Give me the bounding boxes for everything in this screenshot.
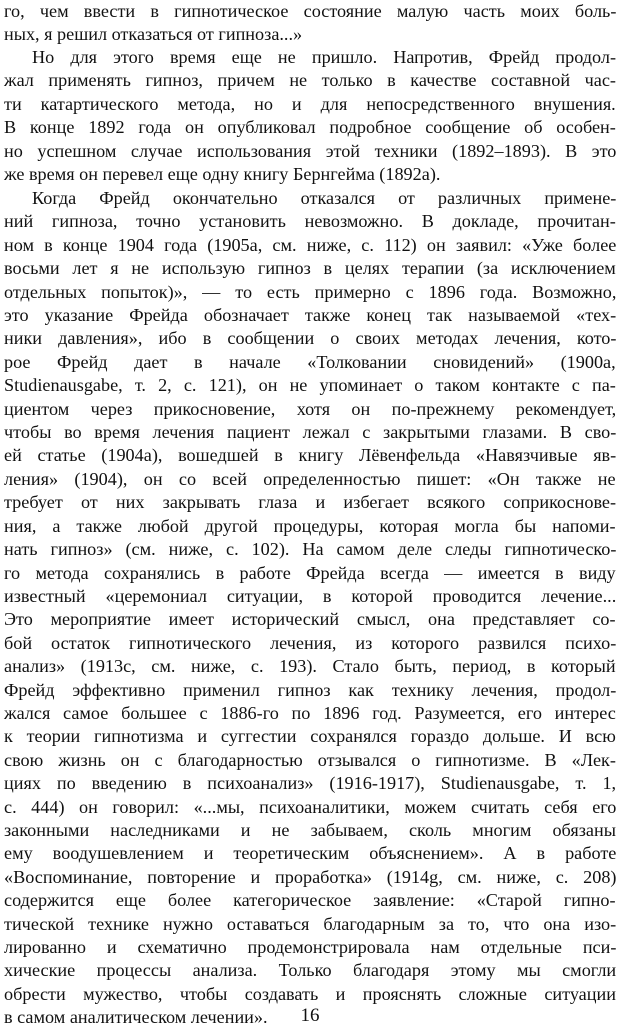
text-line: ей статье (1904a), вошедшей в книгу Лёвенфельда «Навязчивые яв-: [4, 445, 617, 466]
text-line: восьми лет я не использую гипноз в целях терапии (за исключением: [4, 258, 616, 279]
paragraph-hypnosis-continued: [4, 46, 616, 186]
text-line: анализ» (1913c, см. ниже, с. 193). Стало быть, период, в который: [4, 656, 616, 677]
text-line: же время он перевел еще одну книгу Бернгейма (1892a).: [4, 164, 441, 185]
text-line: Когда Фрейд окончательно отказался от различных примене-: [32, 188, 617, 208]
text-line: лированно и схематично продемонстрировала нам отдельные пси-: [4, 937, 617, 957]
text-line: ных, я решил отказаться от гипноза...»: [4, 24, 303, 45]
text-line: ему воодушевлением и теоретическим объяснением». А в работе: [4, 843, 617, 864]
text-line: Фрейд эффективно применил гипноз как технику лечения, продол-: [4, 679, 617, 700]
text-line: циентом через прикосновение, хотя он по-прежнему рекомендует,: [4, 398, 617, 419]
text-line: с. 444) он говорил: «...мы, психоаналитики, можем считать себя его: [4, 796, 617, 817]
text-line: известный «церемониал ситуации, в которой проводится лечение...: [4, 585, 617, 606]
text-line: «Воспоминание, повторение и проработка» (1914g, см. ниже, с. 208): [4, 866, 617, 887]
text-line: Studienausgabe, т. 2, с. 121), он не упоминает о таком контакте с па-: [4, 375, 616, 396]
text-line: ти катартического метода, но и для непосредственного внушения.: [4, 93, 616, 114]
text-line: бой остаток гипнотического лечения, из которого развился психо-: [4, 632, 617, 653]
text-line: к теории гипнотизма и суггестии сохранялся гораздо дольше. И всю: [4, 726, 616, 747]
text-line: жал применять гипноз, причем не только в качестве составной час-: [4, 70, 616, 91]
paragraph-abandonment-of-hypnosis: [4, 187, 616, 1030]
text-line: Это мероприятие имеет исторический смысл, она представляет со-: [4, 609, 616, 630]
text-line: ном в конце 1904 года (1905a, см. ниже, с. 112) он заявил: «Уже более: [4, 234, 617, 255]
text-line: содержится еще более категорическое заявление: «Старой гипно-: [4, 890, 616, 911]
text-line: ний гипноза, точно установить невозможно. В докладе, прочитан-: [4, 211, 616, 232]
text-line: чтобы во время лечения пациент лежал с закрытыми глазами. В сво-: [4, 422, 617, 443]
text-line: го метода сохранялись в работе Фрейда всегда — имеется в виду: [4, 562, 616, 583]
text-line: обрести мужество, чтобы создавать и прояснять сложные ситуации: [4, 983, 616, 1004]
paragraph-continuation: [4, 0, 616, 47]
text-line: законными наследниками и не забываем, сколь многим обязаны: [4, 819, 616, 840]
text-line: в самом аналитическом лечении».: [4, 1007, 268, 1028]
text-line: отдельных попыток)», — то есть примерно с 1896 года. Возможно,: [4, 281, 617, 302]
text-line: ления» (1904), он со всей определенностью пишет: «Он также не: [4, 468, 616, 489]
text-line: это указание Фрейда обозначает также конец так называемой «тех-: [4, 305, 617, 326]
text-line: В конце 1892 года он опубликовал подробное сообщение об особен-: [4, 117, 616, 138]
text-line: ния, а также любой другой процедуры, которая могла бы напоми-: [4, 515, 616, 536]
text-line: го, чем ввести в гипнотическое состояние малую часть моих боль-: [4, 1, 617, 21]
text-line: нать гипноз» (см. ниже, с. 102). На самом деле следы гипнотическо-: [4, 539, 617, 560]
page-number: 16: [300, 1005, 320, 1026]
text-line: свою жизнь он с благодарностью отзывался о гипнотизме. В «Лек-: [4, 749, 616, 770]
text-line: хические процессы анализа. Только благодаря этому мы смогли: [4, 960, 617, 981]
text-line: требует от них закрывать глаза и избегает всякого соприкоснове-: [4, 492, 617, 513]
text-line: рое Фрейд дает в начале «Толковании сновидений» (1900a,: [4, 351, 616, 372]
text-line: циях по введению в психоанализ» (1916-1917), Studienausgabe, т. 1,: [4, 773, 617, 794]
text-line: но успешном случае использования этой техники (1892–1893). В это: [4, 140, 617, 161]
text-line: Но для этого время еще не пришло. Напротив, Фрейд продол-: [32, 47, 617, 67]
text-line: тической технике нужно оставаться благодарным за то, что она изо-: [4, 913, 617, 934]
text-line: жался самое большее с 1886-го по 1896 год. Разумеется, его интерес: [4, 702, 616, 723]
text-line: ники давления», ибо в сообщении о своих методах лечения, кото-: [4, 328, 617, 349]
